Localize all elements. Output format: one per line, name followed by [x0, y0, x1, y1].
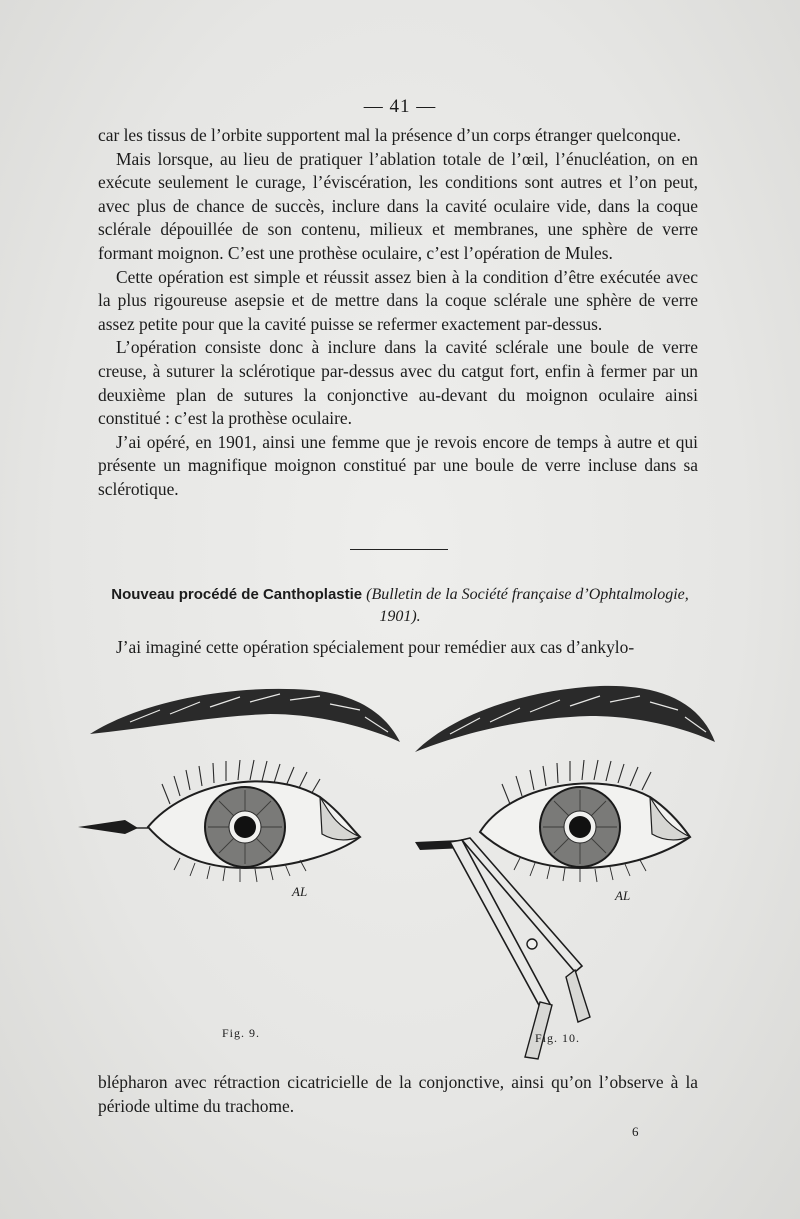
heading-citation: (Bulletin de la Société française d’Ophtalmologie, 1901). — [366, 586, 689, 625]
fig10-eye-drawing — [415, 686, 715, 1059]
paragraph-5: J’ai opéré, en 1901, ainsi une femme que je revois encore de temps à autre et qui présente un magnifique moignon constitué par une boule de verre incluse dans sa sclérotique. — [98, 431, 698, 499]
body-text-top — [98, 124, 698, 502]
fig9-monogram: AL — [292, 884, 308, 899]
paragraph-4: L’opération consiste donc à inclure dans la cavité sclérale une boule de verre creuse, à suturer la sclérotique par-dessus avec du catgut fort, enfin à fermer par un deuxième plan de sutures la conjonctive au-devant du moignon oculaire ainsi constitué : c’est la prothèse oculaire. — [98, 337, 698, 429]
page-number: — 41 — — [363, 96, 437, 117]
paragraph-intro: J’ai imaginé cette opération spécialement pour remédier aux cas d’ankylo- — [116, 637, 635, 657]
fig9-caption: Fig. 9. — [222, 1026, 261, 1040]
heading-title: Nouveau procédé de Canthoplastie — [111, 586, 363, 603]
body-text-intro — [98, 636, 698, 660]
section-heading — [100, 584, 700, 628]
paragraph-end: blépharon avec rétraction cicatricielle de la conjonctive, ainsi qu’on l’observe à la période ultime du trachome. — [98, 1072, 698, 1116]
paragraph-1: car les tissus de l’orbite supportent mal la présence d’un corps étranger quelconque. — [98, 125, 681, 145]
eye-illustration-svg — [70, 672, 730, 1062]
fig9-eye-drawing — [78, 689, 400, 899]
fig10-caption: Fig. 10. — [535, 1031, 581, 1045]
signature-number: 6 — [632, 1124, 639, 1139]
figure-illustrations — [70, 672, 730, 1062]
fig10-monogram: AL — [615, 888, 631, 903]
section-divider — [350, 549, 448, 550]
scissors-icon — [415, 838, 590, 1059]
paragraph-2: Mais lorsque, au lieu de pratiquer l’ablation totale de l’œil, l’énucléation, on en exécute seulement le curage, l’éviscération, les conditions sont autres et l’on peut, avec plus de chance de succès, inclure dans la cavité oculaire vide, dans la coque sclérale dépouillée de son contenu, milieux et membranes, une sphère de verre formant moignon. C’est une prothèse oculaire, c’est l’opération de Mules. — [98, 148, 698, 263]
body-text-end — [98, 1071, 698, 1118]
paragraph-3: Cette opération est simple et réussit assez bien à la condition d’être exécutée avec la plus rigoureuse asepsie et de mettre dans la coque sclérale une sphère de verre assez petite pour que la cavité puisse se refermer exactement par-dessus. — [98, 266, 698, 334]
